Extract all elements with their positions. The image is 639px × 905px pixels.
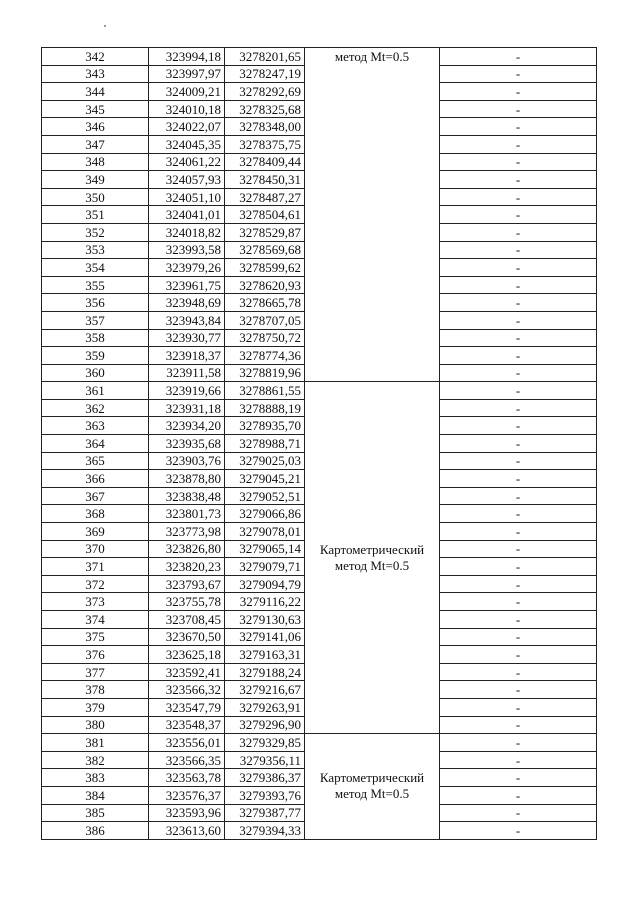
y-coordinate-cell: 3279065,14 (225, 540, 305, 558)
point-number-cell: 371 (42, 558, 149, 576)
x-coordinate-cell: 324010,18 (149, 100, 225, 118)
point-number-cell: 379 (42, 698, 149, 716)
accuracy-cell: - (440, 558, 597, 576)
x-coordinate-cell: 323670,50 (149, 628, 225, 646)
x-coordinate-cell: 323576,37 (149, 786, 225, 804)
accuracy-cell: - (440, 118, 597, 136)
x-coordinate-cell: 323592,41 (149, 663, 225, 681)
x-coordinate-cell: 323918,37 (149, 347, 225, 365)
x-coordinate-cell: 324045,35 (149, 135, 225, 153)
x-coordinate-cell: 324051,10 (149, 188, 225, 206)
x-coordinate-cell: 323997,97 (149, 65, 225, 83)
x-coordinate-cell: 323566,32 (149, 681, 225, 699)
point-number-cell: 366 (42, 470, 149, 488)
accuracy-cell: - (440, 329, 597, 347)
x-coordinate-cell: 323625,18 (149, 646, 225, 664)
y-coordinate-cell: 3279163,31 (225, 646, 305, 664)
y-coordinate-cell: 3278620,93 (225, 276, 305, 294)
accuracy-cell: - (440, 241, 597, 259)
point-number-cell: 368 (42, 505, 149, 523)
accuracy-cell: - (440, 804, 597, 822)
point-number-cell: 362 (42, 399, 149, 417)
y-coordinate-cell: 3278861,55 (225, 382, 305, 400)
coordinates-sheet (41, 47, 596, 840)
x-coordinate-cell: 323911,58 (149, 364, 225, 382)
method-cell: метод Mt=0.5 (305, 48, 440, 382)
y-coordinate-cell: 3279130,63 (225, 611, 305, 629)
point-number-cell: 353 (42, 241, 149, 259)
y-coordinate-cell: 3278888,19 (225, 399, 305, 417)
accuracy-cell: - (440, 786, 597, 804)
x-coordinate-cell: 323934,20 (149, 417, 225, 435)
x-coordinate-cell: 323566,35 (149, 751, 225, 769)
point-number-cell: 357 (42, 311, 149, 329)
point-number-cell: 376 (42, 646, 149, 664)
y-coordinate-cell: 3279079,71 (225, 558, 305, 576)
x-coordinate-cell: 323994,18 (149, 48, 225, 66)
point-number-cell: 377 (42, 663, 149, 681)
y-coordinate-cell: 3279116,22 (225, 593, 305, 611)
accuracy-cell: - (440, 188, 597, 206)
point-number-cell: 342 (42, 48, 149, 66)
point-number-cell: 361 (42, 382, 149, 400)
y-coordinate-cell: 3278529,87 (225, 223, 305, 241)
x-coordinate-cell: 324009,21 (149, 83, 225, 101)
accuracy-cell: - (440, 769, 597, 787)
point-number-cell: 347 (42, 135, 149, 153)
accuracy-cell: - (440, 751, 597, 769)
point-number-cell: 380 (42, 716, 149, 734)
x-coordinate-cell: 323820,23 (149, 558, 225, 576)
y-coordinate-cell: 3278988,71 (225, 435, 305, 453)
accuracy-cell: - (440, 83, 597, 101)
accuracy-cell: - (440, 593, 597, 611)
accuracy-cell: - (440, 364, 597, 382)
x-coordinate-cell: 323708,45 (149, 611, 225, 629)
accuracy-cell: - (440, 48, 597, 66)
x-coordinate-cell: 323563,78 (149, 769, 225, 787)
point-number-cell: 364 (42, 435, 149, 453)
y-coordinate-cell: 3279329,85 (225, 734, 305, 752)
x-coordinate-cell: 323556,01 (149, 734, 225, 752)
accuracy-cell: - (440, 663, 597, 681)
y-coordinate-cell: 3278707,05 (225, 311, 305, 329)
accuracy-cell: - (440, 611, 597, 629)
x-coordinate-cell: 323943,84 (149, 311, 225, 329)
x-coordinate-cell: 324061,22 (149, 153, 225, 171)
point-number-cell: 363 (42, 417, 149, 435)
x-coordinate-cell: 323930,77 (149, 329, 225, 347)
table-row (42, 48, 597, 66)
y-coordinate-cell: 3278819,96 (225, 364, 305, 382)
accuracy-cell: - (440, 276, 597, 294)
accuracy-cell: - (440, 100, 597, 118)
x-coordinate-cell: 324041,01 (149, 206, 225, 224)
point-number-cell: 355 (42, 276, 149, 294)
coordinates-table-body (42, 48, 597, 840)
point-number-cell: 383 (42, 769, 149, 787)
x-coordinate-cell: 323961,75 (149, 276, 225, 294)
x-coordinate-cell: 324018,82 (149, 223, 225, 241)
accuracy-cell: - (440, 822, 597, 840)
point-number-cell: 352 (42, 223, 149, 241)
x-coordinate-cell: 323878,80 (149, 470, 225, 488)
y-coordinate-cell: 3278665,78 (225, 294, 305, 312)
point-number-cell: 358 (42, 329, 149, 347)
y-coordinate-cell: 3279066,86 (225, 505, 305, 523)
y-coordinate-cell: 3278201,65 (225, 48, 305, 66)
y-coordinate-cell: 3278504,61 (225, 206, 305, 224)
x-coordinate-cell: 323931,18 (149, 399, 225, 417)
y-coordinate-cell: 3278750,72 (225, 329, 305, 347)
point-number-cell: 367 (42, 487, 149, 505)
y-coordinate-cell: 3279078,01 (225, 523, 305, 541)
y-coordinate-cell: 3278348,00 (225, 118, 305, 136)
accuracy-cell: - (440, 716, 597, 734)
accuracy-cell: - (440, 223, 597, 241)
point-number-cell: 370 (42, 540, 149, 558)
x-coordinate-cell: 323801,73 (149, 505, 225, 523)
x-coordinate-cell: 323919,66 (149, 382, 225, 400)
method-cell: Картометрический метод Mt=0.5 (305, 734, 440, 840)
method-cell: Картометрический метод Mt=0.5 (305, 382, 440, 734)
x-coordinate-cell: 323838,48 (149, 487, 225, 505)
accuracy-cell: - (440, 206, 597, 224)
y-coordinate-cell: 3279188,24 (225, 663, 305, 681)
table-row (42, 734, 597, 752)
x-coordinate-cell: 323979,26 (149, 259, 225, 277)
y-coordinate-cell: 3279356,11 (225, 751, 305, 769)
accuracy-cell: - (440, 135, 597, 153)
accuracy-cell: - (440, 294, 597, 312)
accuracy-cell: - (440, 575, 597, 593)
accuracy-cell: - (440, 505, 597, 523)
point-number-cell: 369 (42, 523, 149, 541)
x-coordinate-cell: 323948,69 (149, 294, 225, 312)
y-coordinate-cell: 3278409,44 (225, 153, 305, 171)
point-number-cell: 344 (42, 83, 149, 101)
point-number-cell: 374 (42, 611, 149, 629)
accuracy-cell: - (440, 734, 597, 752)
y-coordinate-cell: 3279386,37 (225, 769, 305, 787)
y-coordinate-cell: 3279296,90 (225, 716, 305, 734)
x-coordinate-cell: 323593,96 (149, 804, 225, 822)
point-number-cell: 354 (42, 259, 149, 277)
accuracy-cell: - (440, 259, 597, 277)
point-number-cell: 348 (42, 153, 149, 171)
point-number-cell: 385 (42, 804, 149, 822)
x-coordinate-cell: 323993,58 (149, 241, 225, 259)
accuracy-cell: - (440, 417, 597, 435)
y-coordinate-cell: 3278292,69 (225, 83, 305, 101)
point-number-cell: 382 (42, 751, 149, 769)
point-number-cell: 384 (42, 786, 149, 804)
accuracy-cell: - (440, 382, 597, 400)
accuracy-cell: - (440, 311, 597, 329)
accuracy-cell: - (440, 681, 597, 699)
y-coordinate-cell: 3278325,68 (225, 100, 305, 118)
point-number-cell: 386 (42, 822, 149, 840)
table-row (42, 382, 597, 400)
accuracy-cell: - (440, 628, 597, 646)
accuracy-cell: - (440, 153, 597, 171)
y-coordinate-cell: 3279216,67 (225, 681, 305, 699)
point-number-cell: 351 (42, 206, 149, 224)
y-coordinate-cell: 3279045,21 (225, 470, 305, 488)
point-number-cell: 372 (42, 575, 149, 593)
point-number-cell: 356 (42, 294, 149, 312)
y-coordinate-cell: 3279393,76 (225, 786, 305, 804)
accuracy-cell: - (440, 487, 597, 505)
point-number-cell: 375 (42, 628, 149, 646)
y-coordinate-cell: 3279025,03 (225, 452, 305, 470)
accuracy-cell: - (440, 452, 597, 470)
x-coordinate-cell: 323547,79 (149, 698, 225, 716)
point-number-cell: 345 (42, 100, 149, 118)
accuracy-cell: - (440, 540, 597, 558)
x-coordinate-cell: 323773,98 (149, 523, 225, 541)
coordinates-table (41, 47, 597, 840)
y-coordinate-cell: 3278599,62 (225, 259, 305, 277)
y-coordinate-cell: 3279387,77 (225, 804, 305, 822)
point-number-cell: 349 (42, 171, 149, 189)
accuracy-cell: - (440, 646, 597, 664)
accuracy-cell: - (440, 347, 597, 365)
x-coordinate-cell: 323548,37 (149, 716, 225, 734)
x-coordinate-cell: 324057,93 (149, 171, 225, 189)
x-coordinate-cell: 323826,80 (149, 540, 225, 558)
y-coordinate-cell: 3278774,36 (225, 347, 305, 365)
y-coordinate-cell: 3278247,19 (225, 65, 305, 83)
y-coordinate-cell: 3278375,75 (225, 135, 305, 153)
y-coordinate-cell: 3278569,68 (225, 241, 305, 259)
y-coordinate-cell: 3279094,79 (225, 575, 305, 593)
y-coordinate-cell: 3279052,51 (225, 487, 305, 505)
accuracy-cell: - (440, 698, 597, 716)
x-coordinate-cell: 323755,78 (149, 593, 225, 611)
point-number-cell: 365 (42, 452, 149, 470)
point-number-cell: 381 (42, 734, 149, 752)
x-coordinate-cell: 323903,76 (149, 452, 225, 470)
y-coordinate-cell: 3279263,91 (225, 698, 305, 716)
x-coordinate-cell: 323793,67 (149, 575, 225, 593)
y-coordinate-cell: 3279394,33 (225, 822, 305, 840)
point-number-cell: 360 (42, 364, 149, 382)
x-coordinate-cell: 324022,07 (149, 118, 225, 136)
scan-speck (104, 25, 106, 27)
y-coordinate-cell: 3278487,27 (225, 188, 305, 206)
accuracy-cell: - (440, 399, 597, 417)
point-number-cell: 378 (42, 681, 149, 699)
y-coordinate-cell: 3278935,70 (225, 417, 305, 435)
point-number-cell: 343 (42, 65, 149, 83)
accuracy-cell: - (440, 65, 597, 83)
accuracy-cell: - (440, 523, 597, 541)
x-coordinate-cell: 323935,68 (149, 435, 225, 453)
point-number-cell: 373 (42, 593, 149, 611)
y-coordinate-cell: 3278450,31 (225, 171, 305, 189)
y-coordinate-cell: 3279141,06 (225, 628, 305, 646)
point-number-cell: 359 (42, 347, 149, 365)
point-number-cell: 346 (42, 118, 149, 136)
accuracy-cell: - (440, 435, 597, 453)
accuracy-cell: - (440, 470, 597, 488)
point-number-cell: 350 (42, 188, 149, 206)
x-coordinate-cell: 323613,60 (149, 822, 225, 840)
accuracy-cell: - (440, 171, 597, 189)
